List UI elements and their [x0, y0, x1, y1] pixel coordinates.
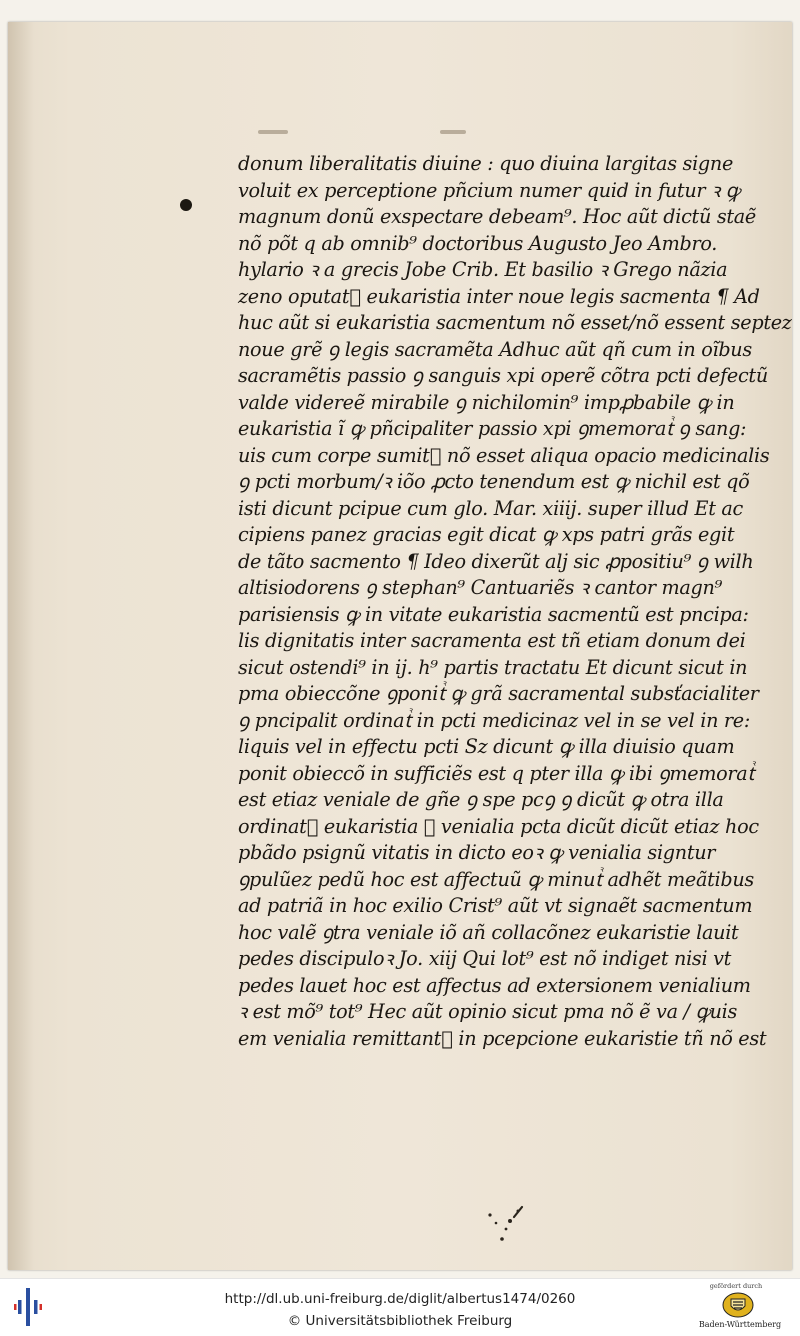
text-line: magnum donũ exspectare debeam⁹. Hoc aũt dictũ staẽ: [238, 205, 756, 228]
text-line: sicut ostendi⁹ in ij. h⁹ partis tractatu Et dicunt sicut in: [238, 655, 748, 679]
sponsor-label: gefördert durch: [709, 1282, 763, 1290]
text-line: ponit obieccõ in sufficiẽs est q pter illa ꝙ ibi ꝯmemoratᷣ: [238, 761, 755, 785]
permalink-url[interactable]: http://dl.ub.uni-freiburg.de/diglit/albertus1474/0260: [224, 1291, 576, 1307]
text-line: donum liberalitatis diuine : quo diuina largitas signe: [238, 152, 734, 175]
text-line: altisiodorens ꝯ stephan⁹ Cantuariẽs ꝛ cantor magn⁹: [238, 576, 722, 599]
text-line: hylario ꝛ a grecis Jobe Crib. Et basilio ꝛ Grego nãzia: [238, 258, 728, 281]
text-line: est etiaz veniale de gñe ꝯ spe pcꝯ ꝯ dicũt ꝙ otra illa: [238, 788, 724, 811]
binding-hole: [180, 199, 192, 211]
incunable-text: [238, 151, 792, 1052]
text-line: ordinatᷣ eukaristia ꝙ venialia pcta dicũt dicũt etiaz hoc: [238, 814, 759, 838]
text-line: pbãdo psignũ vitatis in dicto eoꝛ ꝙ venialia signtur: [238, 841, 716, 864]
text-line: zeno oputatᷣ eukaristia inter noue legis sacmenta ¶ Ad: [238, 284, 760, 308]
text-line: de tãto sacmento ¶ Ideo dixerũt alj sic ꝓpositiu⁹ ꝯ wilh: [238, 549, 754, 573]
text-line: huc aũt si eukaristia sacmentum nõ esset/nõ essent septez: [238, 311, 792, 334]
text-line: valde videreẽ mirabile ꝯ nichilomin⁹ impꝓbabile ꝙ in: [238, 390, 735, 414]
baden-wuerttemberg-crest-icon: [722, 1292, 754, 1318]
text-line: pedes lauet hoc est affectus ad extersionem venialium: [238, 973, 751, 997]
copyright-notice: © Universitätsbibliothek Freiburg: [287, 1313, 513, 1329]
text-line: ꝯpulũez pedũ hoc est affectuũ ꝙ minutᷣ adhẽt meãtibus: [238, 867, 754, 891]
sponsor-name: Baden-Württemberg: [698, 1320, 782, 1329]
header-smudge: [440, 130, 466, 134]
page-edge-shadow: [8, 22, 34, 1270]
text-line: pedes discipuloꝛ Jo. xiij Qui lot⁹ est nõ indiget nisi vt: [238, 947, 732, 970]
header-smudge: [258, 130, 288, 134]
text-line: noue grẽ ꝯ legis sacramẽta Adhuc aũt qñ cum in oĩbus: [238, 337, 752, 361]
text-line: cipiens panez gracias egit dicat ꝙ xps patri grãs egit: [238, 523, 735, 546]
text-line: ad patriã in hoc exilio Crist⁹ aũt vt signaẽt sacmentum: [238, 894, 753, 917]
text-line: uis cum corpe sumitᷣ nõ esset aliqua opacio medicinalis: [238, 443, 770, 467]
text-line: hoc valẽ ꝯtra veniale iõ añ collacõnez eukaristie lauit: [238, 920, 739, 944]
viewer-footer: [0, 1278, 800, 1336]
text-line: eukaristia ĩ ꝙ pñcipaliter passio xpi ꝯmemoratᷣ ꝯ sang:: [238, 417, 747, 440]
ink-specks: [476, 1197, 536, 1257]
text-line: em venialia remittantᷣ in pcepcione eukaristie tñ nõ est: [238, 1026, 767, 1050]
text-line: lis dignitatis inter sacramenta est tñ etiam donum dei: [238, 629, 746, 652]
ub-freiburg-logo-icon[interactable]: [12, 1286, 44, 1328]
text-line: pma obieccõne ꝯponitᷣ ꝙ grã sacramental subsťacialiter: [238, 682, 759, 705]
text-line: nõ põt q ab omnib⁹ doctoribus Augusto Jeo Ambro.: [238, 231, 718, 255]
text-line: liquis vel in effectu pcti Sz dicunt ꝙ illa diuisio quam: [238, 735, 735, 758]
text-line: ꝛ est mõ⁹ tot⁹ Hec aũt opinio sicut pma nõ ẽ va / ꝙuis: [238, 1000, 738, 1023]
text-line: voluit ex perceptione pñcium numer quid in futur ꝛ ꝙ: [238, 178, 740, 202]
text-line: isti dicunt pcipue cum glo. Mar. xiiij. super illud Et ac: [238, 496, 743, 520]
text-line: sacramẽtis passio ꝯ sanguis xpi operẽ cõtra pcti defectũ: [238, 364, 768, 387]
text-line: parisiensis ꝙ in vitate eukaristia sacmentũ est pncipa:: [238, 602, 749, 626]
text-line: ꝯ pcti morbum/ꝛ iõo ꝓcto tenendum est ꝙ nichil est qõ: [238, 470, 750, 493]
text-line: ꝯ pncipalit ordinatᷣ in pcti medicinaz vel in se vel in re:: [238, 708, 751, 732]
